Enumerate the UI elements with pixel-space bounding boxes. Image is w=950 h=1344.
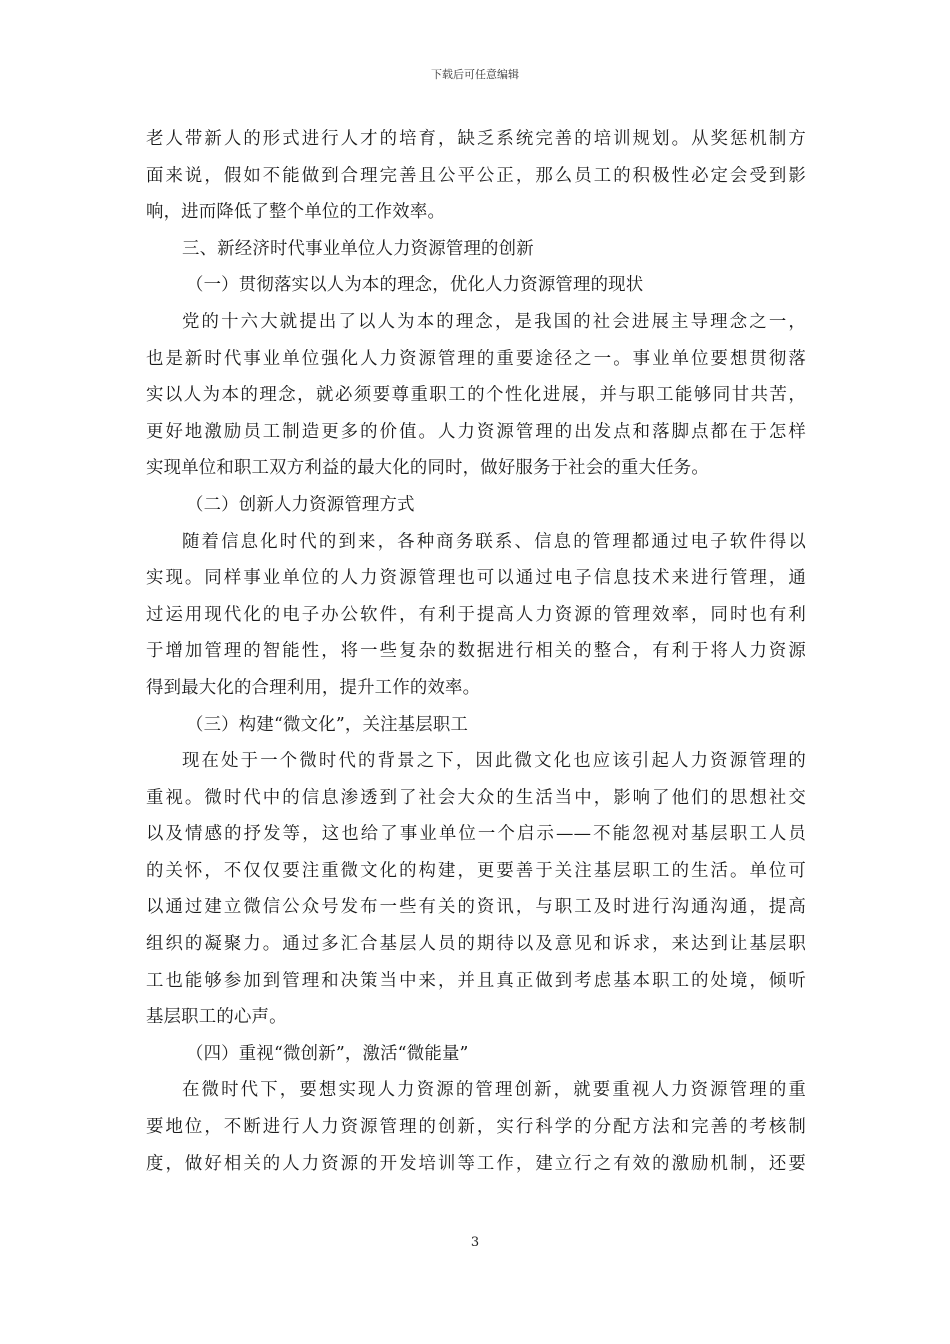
paragraph-line: 更好地激励员工制造更多的价值。人力资源管理的出发点和落脚点都在于怎样 [146,421,806,442]
paragraph-line: 面来说，假如不能做到合理完善且公平公正，那么员工的积极性必定会受到影 [146,165,806,186]
paragraph-line: 随着信息化时代的到来，各种商务联系、信息的管理都通过电子软件得以 [182,531,806,552]
paragraph-line: 党的十六大就提出了以人为本的理念，是我国的社会进展主导理念之一， [182,311,806,332]
paragraph-line: 要地位，不断进行人力资源管理的创新，实行科学的分配方法和完善的考核制 [146,1117,806,1138]
subsection-heading: （三）构建“微文化”，关注基层职工 [186,714,469,735]
page-header: 下载后可任意编辑 [431,68,519,81]
paragraph-line: 以通过建立微信公众号发布一些有关的资讯，与职工及时进行沟通沟通，提高 [146,897,806,918]
subsection-heading: （四）重视“微创新”，激活“微能量” [186,1043,469,1064]
paragraph-line: 也是新时代事业单位强化人力资源管理的重要途径之一。事业单位要想贯彻落 [146,348,806,369]
paragraph-line: 响，进而降低了整个单位的工作效率。 [146,202,446,223]
subsection-heading: （一）贯彻落实以人为本的理念，优化人力资源管理的现状 [186,275,644,296]
paragraph-line: 度，做好相关的人力资源的开发培训等工作，建立行之有效的激励机制，还要 [146,1153,806,1174]
paragraph-line: 实现单位和职工双方利益的最大化的同时，做好服务于社会的重大任务。 [146,458,709,479]
paragraph-line: 工也能够参加到管理和决策当中来，并且真正做到考虑基本职工的处境，倾听 [146,970,806,991]
paragraph-line: 组织的凝聚力。通过多汇合基层人员的期待以及意见和诉求，来达到让基层职 [146,934,806,955]
paragraph-line: 重视。微时代中的信息渗透到了社会大众的生活当中，影响了他们的思想社交 [146,787,806,808]
document-body [146,121,806,1182]
paragraph-line: 于增加管理的智能性，将一些复杂的数据进行相关的整合，有利于将人力资源 [146,641,806,662]
paragraph-line: 得到最大化的合理利用，提升工作的效率。 [146,677,481,698]
section-heading: 三、新经济时代事业单位人力资源管理的创新 [182,238,534,259]
paragraph-line: 的关怀，不仅仅要注重微文化的构建，更要善于关注基层职工的生活。单位可 [146,860,806,881]
paragraph-line: 实现。同样事业单位的人力资源管理也可以通过电子信息技术来进行管理，通 [146,568,806,589]
paragraph-line: 基层职工的心声。 [146,1007,287,1028]
paragraph-line: 在微时代下，要想实现人力资源的管理创新，就要重视人力资源管理的重 [182,1080,806,1101]
paragraph-line: 现在处于一个微时代的背景之下，因此微文化也应该引起人力资源管理的 [182,751,806,772]
paragraph-line: 过运用现代化的电子办公软件，有利于提高人力资源的管理效率，同时也有利 [146,604,806,625]
paragraph-line: 老人带新人的形式进行人才的培育，缺乏系统完善的培训规划。从奖惩机制方 [146,129,806,149]
page-number: 3 [470,1235,480,1250]
subsection-heading: （二）创新人力资源管理方式 [186,494,415,515]
paragraph-line: 以及情感的抒发等，这也给了事业单位一个启示——不能忽视对基层职工人员 [146,824,806,845]
paragraph-line: 实以人为本的理念，就必须要尊重职工的个性化进展，并与职工能够同甘共苦， [146,385,806,406]
